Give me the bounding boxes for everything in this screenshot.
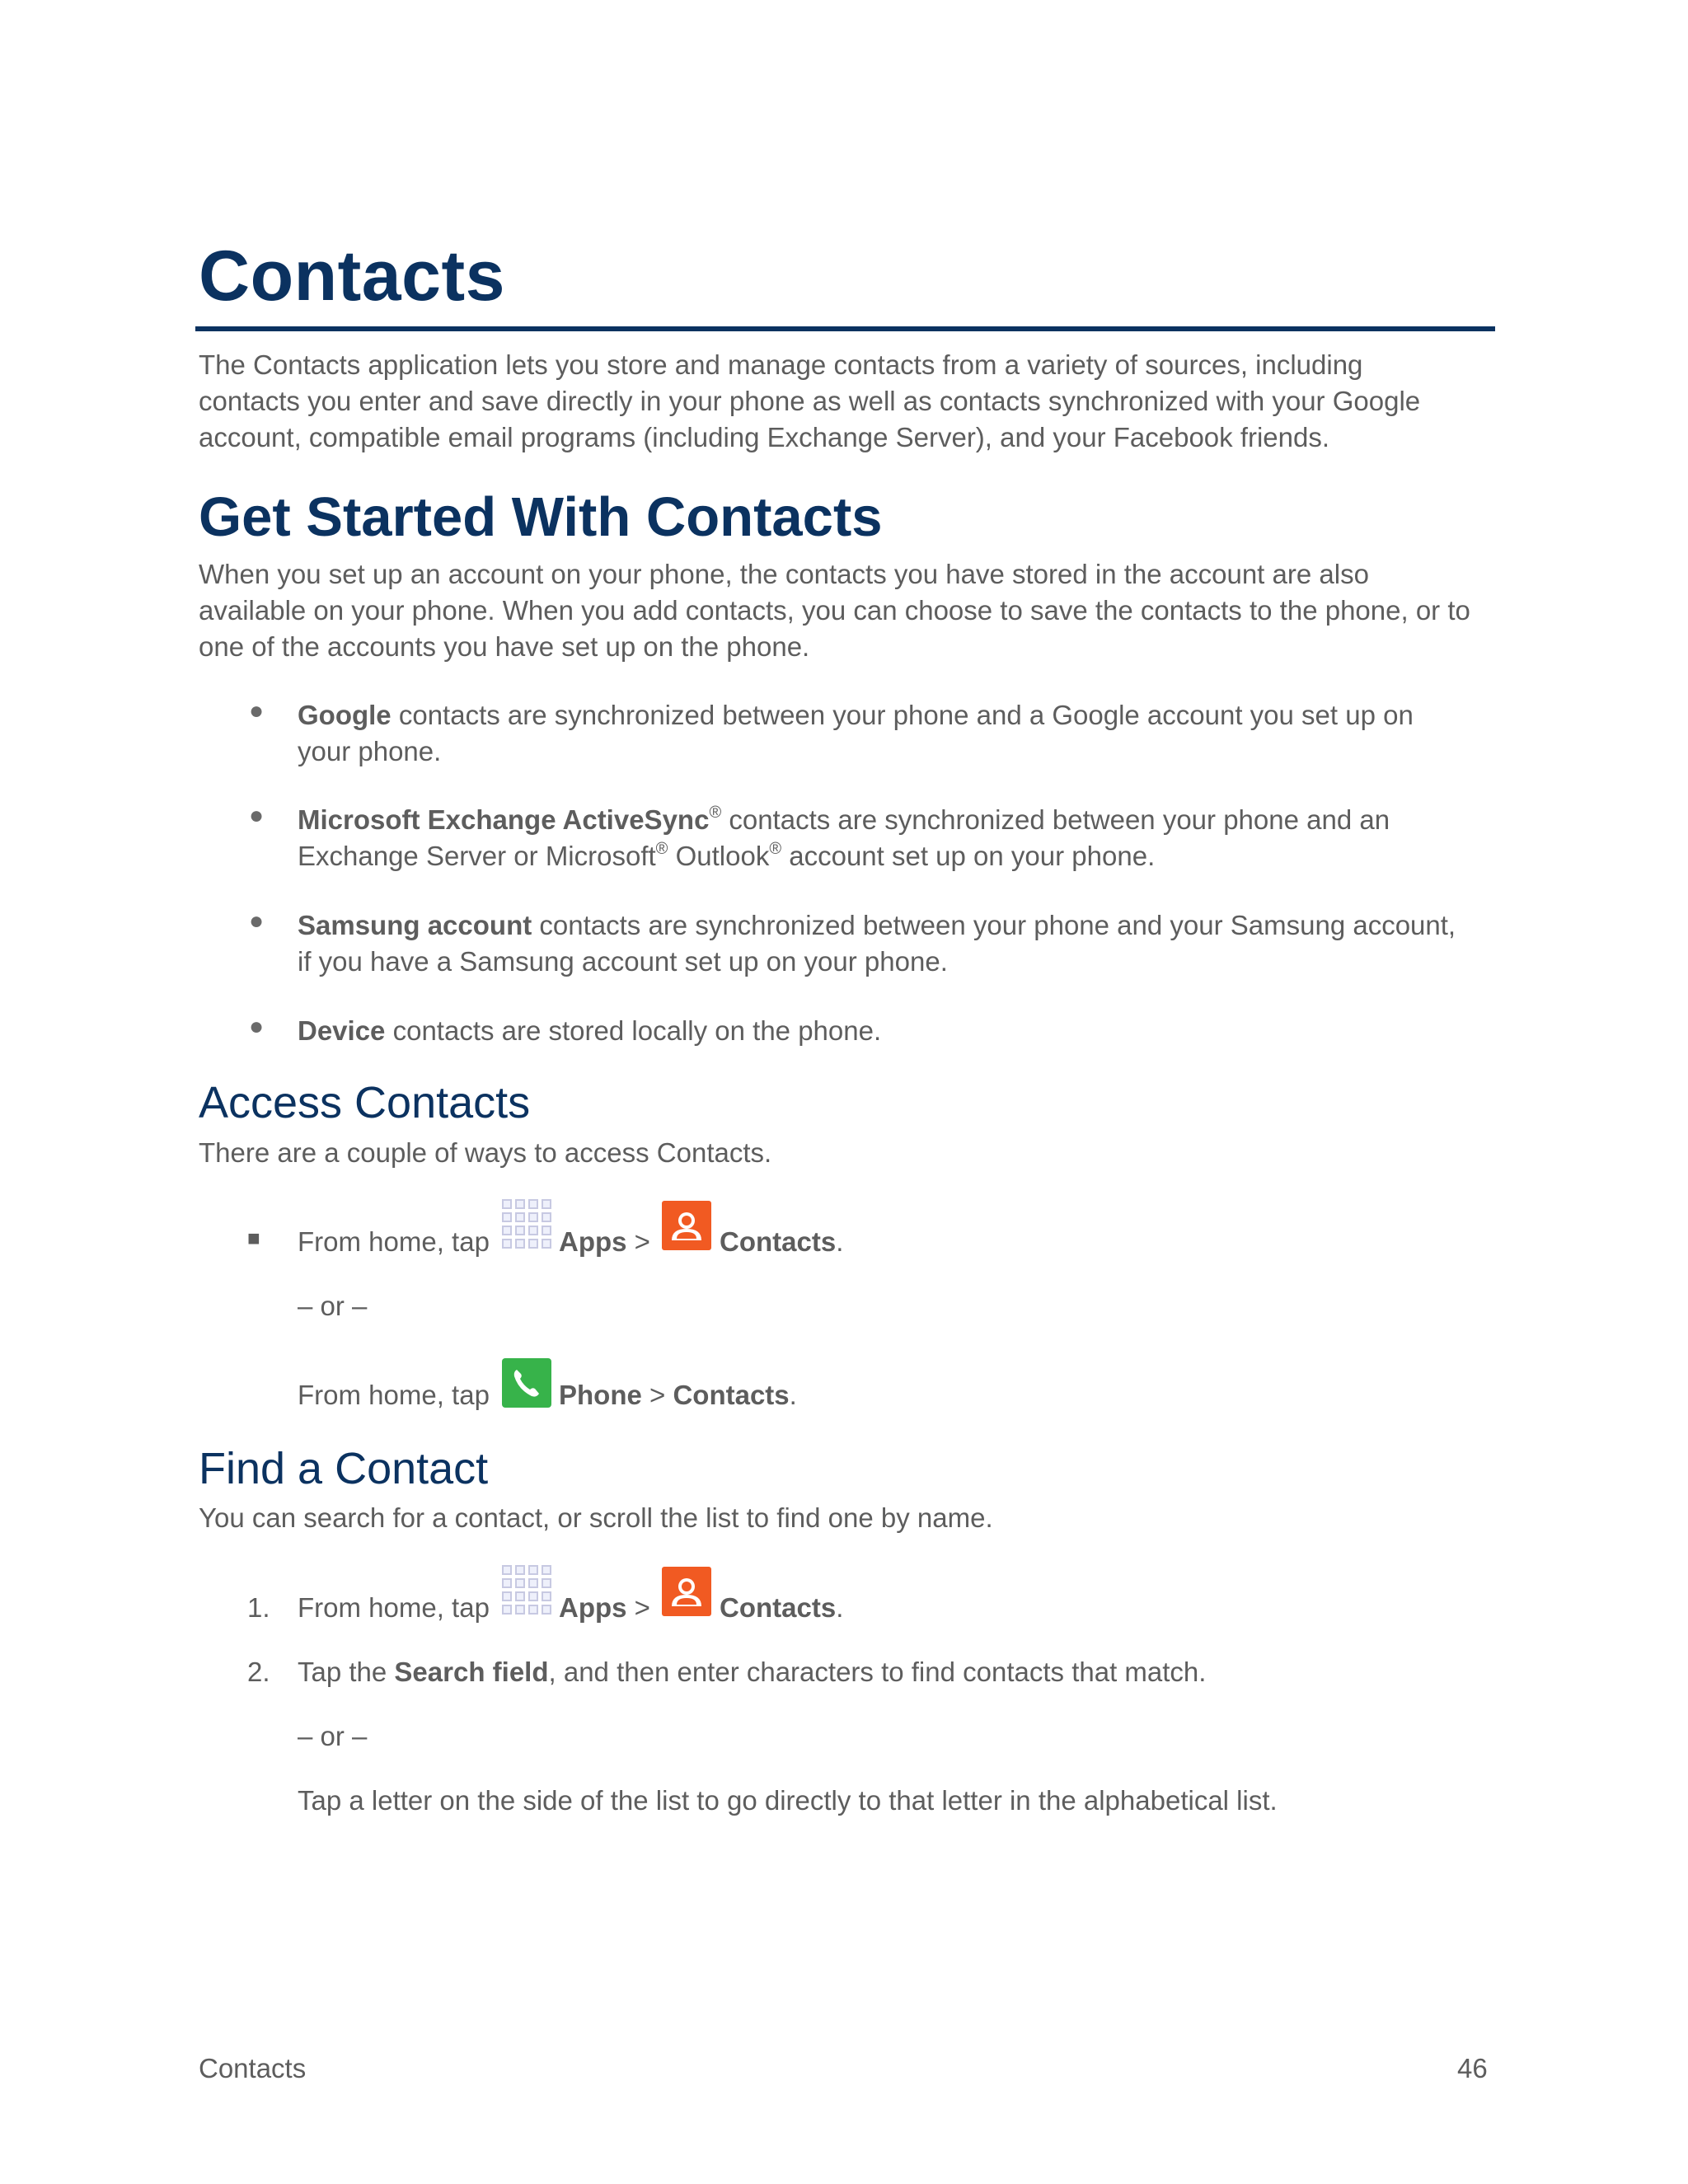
access-step-2-prefix: From home, tap: [298, 1380, 490, 1410]
phone-icon: [502, 1358, 551, 1408]
bullet-marker: ●: [249, 1013, 265, 1040]
get-started-paragraph: When you set up an account on your phone, the contacts you have stored in the account are also available on your phone. When you add contacts, you can choose to save the contacts to the phone, or to one of the accounts you have set up on the phone.: [199, 559, 1470, 662]
heading-get-started: Get Started With Contacts: [199, 486, 883, 548]
contacts-icon: [662, 1567, 711, 1616]
bullet-samsung: Samsung account contacts are synchronized between your phone and your Samsung account, if you have a Samsung account set up on your phone.: [298, 910, 1456, 977]
find-step-1-number: 1.: [247, 1592, 270, 1623]
bullet-marker: ●: [249, 697, 265, 724]
bullet-exchange: Microsoft Exchange ActiveSync® contacts are synchronized between your phone and an Exchange Server or Microsoft® Outlook® account set up on your phone.: [298, 804, 1390, 871]
access-paragraph: There are a couple of ways to access Contacts.: [199, 1137, 772, 1168]
bullet-marker: ●: [249, 907, 265, 935]
contacts-icon: [662, 1201, 711, 1250]
bullet-device: Device contacts are stored locally on the phone.: [298, 1015, 882, 1046]
footer-page-number: 46: [1457, 2053, 1488, 2083]
find-step-1-prefix: From home, tap: [298, 1592, 490, 1623]
square-marker: ■: [247, 1226, 260, 1250]
find-paragraph: You can search for a contact, or scroll the list to find one by name.: [199, 1502, 993, 1533]
access-step-1-text: Apps >: [559, 1226, 650, 1257]
title-rule: [195, 326, 1495, 331]
find-or: – or –: [298, 1721, 368, 1751]
access-step-1-contacts: Contacts.: [720, 1226, 844, 1257]
access-or: – or –: [298, 1291, 368, 1321]
heading-access-contacts: Access Contacts: [199, 1078, 531, 1127]
heading-find-contact: Find a Contact: [199, 1444, 489, 1493]
apps-grid-icon: [500, 1197, 551, 1249]
bullet-marker: ●: [249, 802, 265, 829]
bullet-google: Google contacts are synchronized between your phone and a Google account you set up on your phone.: [298, 700, 1414, 766]
find-step-3-text: Tap a letter on the side of the list to go directly to that letter in the alphabetical list.: [298, 1785, 1278, 1816]
find-step-1-contacts: Contacts.: [720, 1592, 844, 1623]
page-title: Contacts: [199, 237, 505, 316]
apps-grid-icon: [500, 1563, 551, 1615]
find-step-2-text: Tap the Search field, and then enter characters to find contacts that match.: [298, 1657, 1207, 1687]
access-step-2-text: Phone > Contacts.: [559, 1380, 797, 1410]
intro-paragraph: The Contacts application lets you store and manage contacts from a variety of sources, including contacts you enter and save directly in your phone as well as contacts synchronized with your Google account, compatible email programs (including Exchange Server), and your Facebook friends.: [199, 349, 1421, 452]
find-step-1-text: Apps >: [559, 1592, 650, 1623]
footer-section: Contacts: [199, 2053, 307, 2083]
access-step-1-prefix: From home, tap: [298, 1226, 490, 1257]
find-step-2-number: 2.: [247, 1657, 270, 1687]
